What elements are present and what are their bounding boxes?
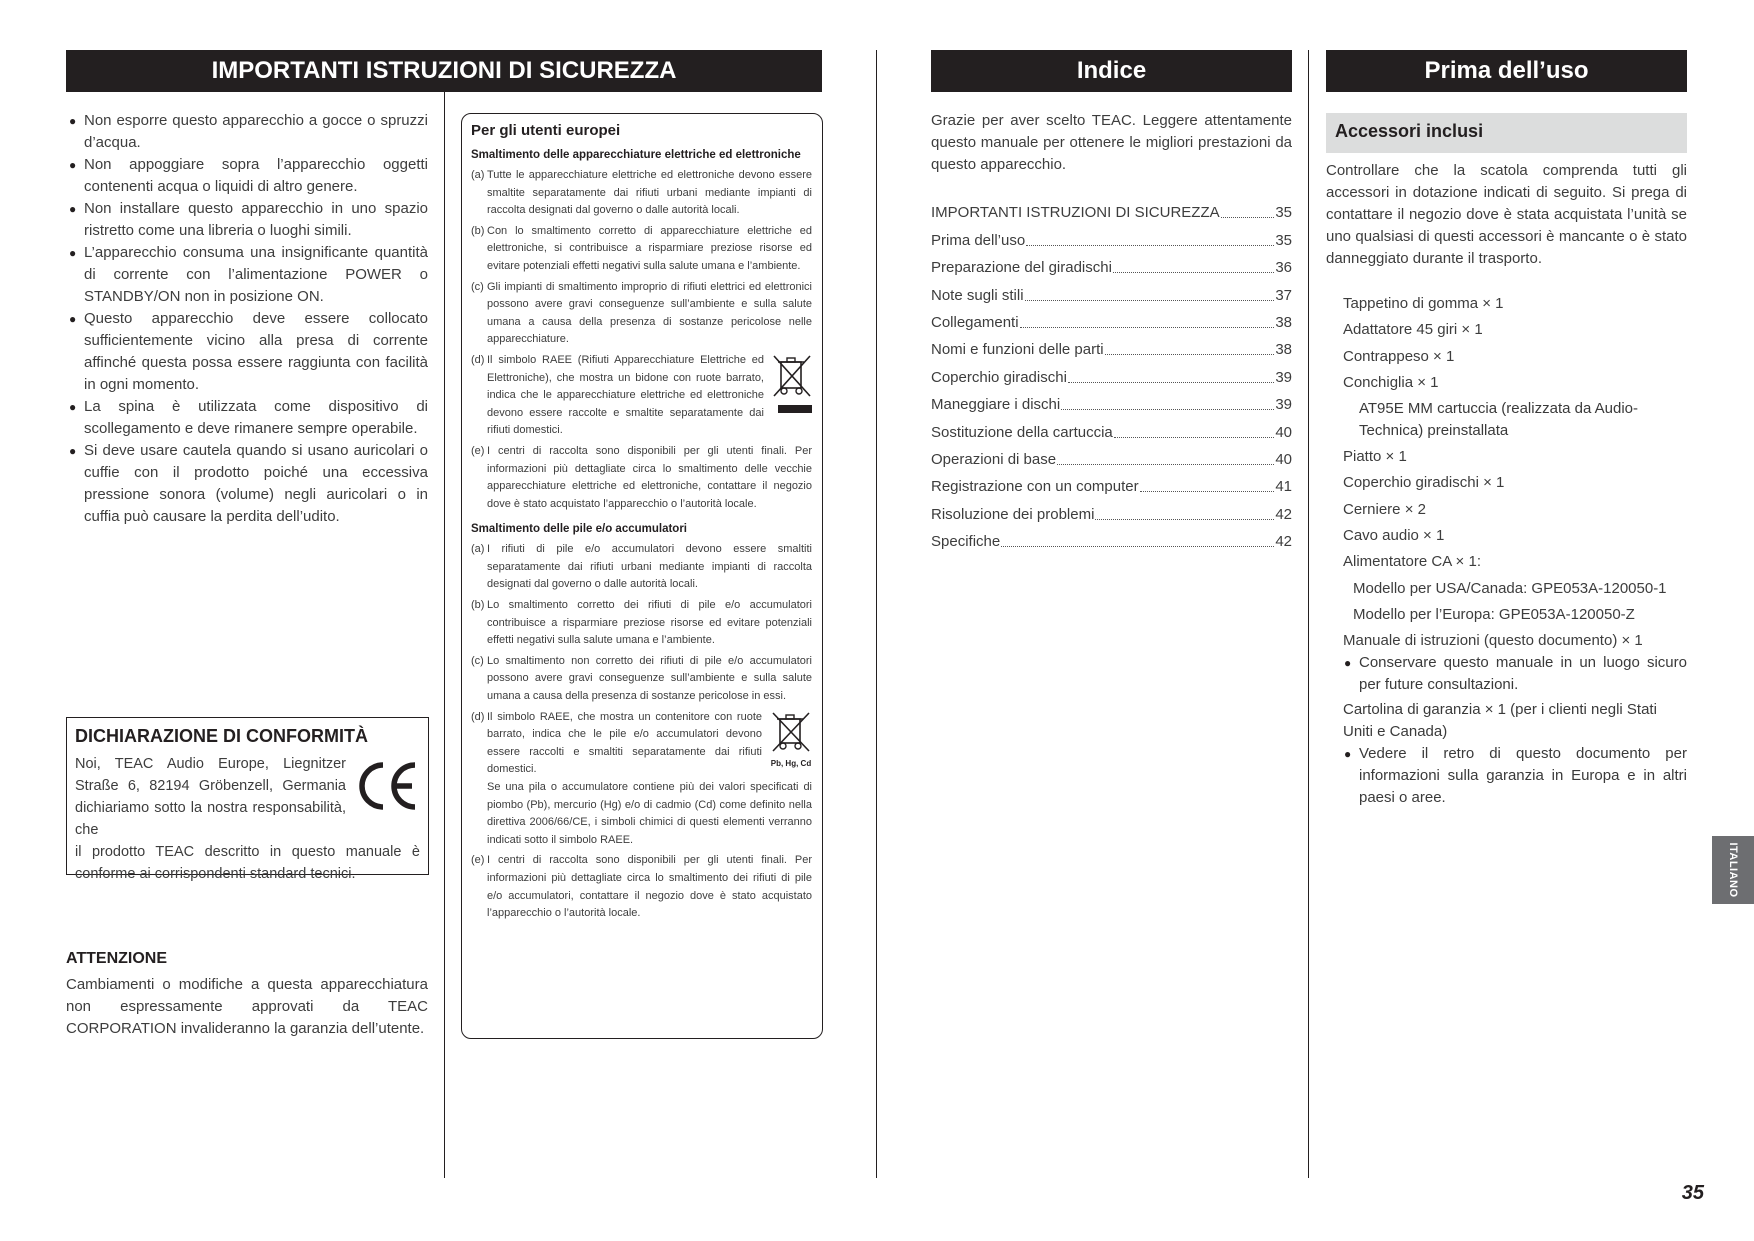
- index-intro: Grazie per aver scelto TEAC. Leggere attentamente questo manuale per ottenere le migliori prestazioni da questo apparecchio.: [931, 112, 1292, 173]
- battery-item: (c) Lo smaltimento non corretto dei rifiuti di pile e/o accumulatori possono avere gravi conseguenze sull’ambiente e sulla salute umana a causa della presenza di sostanze pericolose in essi.: [471, 654, 812, 703]
- toc-entry[interactable]: [931, 278, 1292, 305]
- crossed-bin-battery-icon: [768, 709, 814, 767]
- toc-entry-page: 38: [1275, 313, 1292, 331]
- european-users-box: [461, 113, 823, 1039]
- toc-leader-dots: [1020, 327, 1275, 328]
- safety-bullet: ● Non appoggiare sopra l’apparecchio oggetti contenenti acqua o liquidi di altro genere.: [68, 154, 428, 198]
- page-number: 35: [1681, 1182, 1704, 1204]
- toc-entry-label: Preparazione del giradischi: [931, 259, 1112, 277]
- toc-entry[interactable]: [931, 223, 1292, 250]
- attention-title: ATTENZIONE: [66, 950, 168, 967]
- language-side-tab: [1712, 836, 1754, 904]
- toc-entry[interactable]: [931, 443, 1292, 470]
- battery-title: Smaltimento delle pile e/o accumulatori: [471, 523, 688, 536]
- toc-entry-page: 40: [1275, 450, 1292, 468]
- battery-item: (e) I centri di raccolta sono disponibili per gli utenti finali. Per informazioni più dettagliate circa lo smaltimento dei rifiuti di pile e/o accumulatori, contattare il negozio dove è stato acquistato l’apparecchio o l’autorità locale.: [471, 854, 812, 920]
- toc-entry[interactable]: [931, 497, 1292, 524]
- european-users-title: Per gli utenti europei: [471, 122, 621, 139]
- safety-bullet: ● Questo apparecchio deve essere collocato sufficientemente vicino alla presa di corrente affinché questa possa essere raggiunta con facilità in ogni momento.: [68, 308, 428, 396]
- manual-note: ● Conservare questo manuale in un luogo sicuro per future consultazioni.: [1343, 652, 1687, 696]
- conformity-text-continued: il prodotto TEAC descritto in questo manuale è conforme ai corrispondenti standard tecnici.: [75, 844, 420, 882]
- before-use-title: Prima dell’uso: [1326, 50, 1687, 92]
- toc-leader-dots: [1113, 272, 1274, 273]
- toc-entry-label: Registrazione con un computer: [931, 478, 1139, 496]
- list-item: Piatto × 1: [1343, 448, 1407, 466]
- toc-entry[interactable]: [931, 388, 1292, 415]
- list-item: Tappetino di gomma × 1: [1343, 295, 1504, 312]
- safety-bullet: ● Si deve usare cautela quando si usano auricolari o cuffie con il prodotto poiché una eccessiva pressione sonora (volume) negli auricolari o in cuffia può causare la perdita dell’udito.: [68, 440, 428, 528]
- list-item: Alimentatore CA × 1:: [1343, 553, 1481, 571]
- toc-entry-page: 39: [1275, 396, 1292, 414]
- weee-item: (a) Tutte le apparecchiature elettriche ed elettroniche devono essere smaltite separatamente dai rifiuti urbani mediante impianti di raccolta designati dal governo o dalle autorità locali.: [471, 169, 812, 217]
- toc-entry-label: Note sugli stili: [931, 286, 1024, 304]
- accessories-intro: Controllare che la scatola comprenda tutti gli accessori in dotazione indicati di seguito. Si prega di contattare il negozio dove è stata acquistata l’unità se uno qualsiasi di questi accessori è mancante o è stato danneggiato durante il trasporto.: [1326, 162, 1687, 267]
- toc-entry-label: Sostituzione della cartuccia: [931, 423, 1113, 441]
- toc-entry-label: Specifiche: [931, 533, 1001, 551]
- weee-item: (c) Gli impianti di smaltimento improprio di rifiuti elettrici ed elettronici possono avere gravi conseguenze sull’ambiente e sulla salute umana a causa della presenza di sostanze pericolose nelle apparecchiature.: [471, 280, 812, 346]
- model-item: Modello per l’Europa: GPE053A-120050-Z: [1353, 605, 1635, 623]
- weee-item: (d) Il simbolo RAEE (Rifiuti Apparecchiature Elettriche ed Elettroniche), che mostra un bidone con ruote barrato, indica che le apparecchiature elettriche ed elettroniche devono essere raccolte e smaltite separatamente dai rifiuti domestici.: [471, 352, 812, 440]
- toc-leader-dots: [1114, 437, 1275, 438]
- crossed-bin-icon: [770, 352, 814, 416]
- toc-leader-dots: [1057, 464, 1274, 465]
- accessories-title: Accessori inclusi: [1335, 121, 1484, 141]
- toc-entry-page: 35: [1275, 231, 1292, 249]
- attention-section: [66, 950, 428, 1040]
- toc-entry[interactable]: [931, 415, 1292, 442]
- toc-leader-dots: [1095, 519, 1274, 520]
- toc-entry-label: Nomi e funzioni delle parti: [931, 341, 1104, 359]
- toc-entry-page: 42: [1275, 505, 1292, 523]
- toc-leader-dots: [1061, 409, 1274, 410]
- toc-entry-label: Collegamenti: [931, 313, 1019, 331]
- toc-entry-page: 36: [1275, 259, 1292, 277]
- accessories-header: [1326, 113, 1687, 153]
- warranty-note: ● Vedere il retro di questo documento per informazioni sulla garanzia in Europa e in altri paesi o aree.: [1343, 743, 1687, 809]
- toc-entry-label: Risoluzione dei problemi: [931, 505, 1095, 523]
- model-item: Modello per USA/Canada: GPE053A-120050-1: [1353, 579, 1667, 597]
- toc-leader-dots: [1140, 491, 1275, 492]
- index-title: Indice: [931, 50, 1292, 92]
- toc-entry-label: IMPORTANTI ISTRUZIONI DI SICUREZZA: [931, 204, 1220, 222]
- toc-entry-page: 39: [1275, 368, 1292, 386]
- toc-entry-page: 37: [1275, 286, 1292, 304]
- toc-entry[interactable]: [931, 251, 1292, 278]
- safety-bullet: ● Non installare questo apparecchio in uno spazio ristretto come una libreria o luoghi simili.: [68, 198, 428, 242]
- conformity-title: DICHIARAZIONE DI CONFORMITÀ: [75, 726, 368, 746]
- table-of-contents: [931, 196, 1292, 552]
- safety-bullet-list: [68, 110, 428, 528]
- toc-entry-page: 40: [1275, 423, 1292, 441]
- weee-item: (e) I centri di raccolta sono disponibili per gli utenti finali. Per informazioni più dettagliate circa lo smaltimento delle vecchie apparecchiature elettriche ed elettroniche, contattare il negozio dove è stato acquistato l’apparecchio o l’autorità locale.: [471, 444, 812, 510]
- toc-entry-page: 42: [1275, 533, 1292, 551]
- toc-entry-page: 41: [1275, 478, 1292, 496]
- accessories-list: [1343, 291, 1687, 809]
- toc-entry[interactable]: [931, 196, 1292, 223]
- conformity-text: Noi, TEAC Audio Europe, Liegnitzer Straße 6, 82194 Gröbenzell, Germania dichiariamo sotto la nostra responsabilità, che: [75, 756, 346, 838]
- toc-entry-label: Prima dell’uso: [931, 231, 1026, 249]
- weee-item: (b) Con lo smaltimento corretto di apparecchiature elettriche ed elettroniche, si contribuisce a risparmiare preziose risorse ed evitare potenziali effetti negativi sulla salute umana e l’ambiente.: [471, 224, 812, 272]
- toc-leader-dots: [1001, 546, 1274, 547]
- language-tab-label: ITALIANO: [1727, 842, 1739, 898]
- battery-item: (a) I rifiuti di pile e/o accumulatori devono essere smaltiti separatamente dai rifiuti urbani mediante impianti di raccolta designati dal governo o dalle autorità locali.: [471, 543, 812, 591]
- list-item: Coperchio giradischi × 1: [1343, 474, 1505, 492]
- battery-item: Pb, Hg, Cd (d) Il simbolo RAEE, che mostra un contenitore con ruote barrato, indica che le pile e/o accumulatori devono essere raccolti e smaltiti separatamente dai rifiuti domestici. Se una pila o accumulatore contiene più dei valori specificati di piombo (Pb), mercurio (Hg) e/o di cadmio (Cd) come definito nella direttiva 2006/66/CE, i simboli chimici di questi elementi verranno indicati sotto il simbolo RAEE.: [471, 710, 812, 846]
- ce-mark-icon: [352, 757, 422, 819]
- toc-entry[interactable]: [931, 333, 1292, 360]
- weee-title: Smaltimento delle apparecchiature elettriche ed elettroniche: [471, 149, 801, 161]
- list-item: Cerniere × 2: [1343, 500, 1426, 518]
- toc-entry-label: Maneggiare i dischi: [931, 396, 1061, 414]
- list-item: Cavo audio × 1: [1343, 527, 1445, 545]
- safety-bullet: ● L’apparecchio consuma una insignificante quantità di corrente con l’alimentazione POWER o STANDBY/ON non in posizione ON.: [68, 242, 428, 308]
- list-item: Conchiglia × 1: [1343, 373, 1439, 391]
- toc-entry[interactable]: [931, 360, 1292, 387]
- list-item: Manuale di istruzioni (questo documento) × 1: [1343, 632, 1643, 650]
- toc-leader-dots: [1026, 245, 1274, 246]
- conformity-box: [66, 717, 429, 882]
- toc-leader-dots: [1068, 382, 1274, 383]
- toc-entry[interactable]: [931, 470, 1292, 497]
- toc-entry-page: 35: [1275, 204, 1292, 222]
- toc-leader-dots: [1025, 300, 1275, 301]
- toc-entry[interactable]: [931, 306, 1292, 333]
- battery-item: (b) Lo smaltimento corretto dei rifiuti di pile e/o accumulatori contribuisce a risparmiare preziose risorse ed evitare potenziali effetti negativi sulla salute umana e l’ambiente.: [471, 599, 812, 647]
- list-item: Contrappeso × 1: [1343, 347, 1455, 365]
- safety-bullet: ● Non esporre questo apparecchio a gocce o spruzzi d’acqua.: [68, 110, 428, 154]
- safety-title: IMPORTANTI ISTRUZIONI DI SICUREZZA: [66, 50, 822, 92]
- toc-entry-page: 38: [1275, 341, 1292, 359]
- chem-symbols-label: Pb, Hg, Cd: [770, 759, 812, 769]
- toc-entry-label: Operazioni di base: [931, 450, 1057, 468]
- attention-text: Cambiamenti o modifiche a questa apparecchiatura non espressamente approvati da TEAC CORPORATION invalideranno la garanzia dell’utente.: [66, 976, 428, 1037]
- warranty-item: Cartolina di garanzia × 1 (per i clienti negli Stati Uniti e Canada): [1343, 700, 1657, 740]
- toc-entry-label: Coperchio giradischi: [931, 368, 1067, 386]
- cartridge-note: AT95E MM cartuccia (realizzata da Audio-Technica) preinstallata: [1359, 400, 1639, 440]
- toc-entry[interactable]: [931, 525, 1292, 552]
- toc-leader-dots: [1221, 217, 1275, 218]
- safety-bullet: ● La spina è utilizzata come dispositivo di scollegamento e deve rimanere sempre operabile.: [68, 396, 428, 440]
- list-item: Adattatore 45 giri × 1: [1343, 321, 1483, 339]
- toc-leader-dots: [1105, 354, 1275, 355]
